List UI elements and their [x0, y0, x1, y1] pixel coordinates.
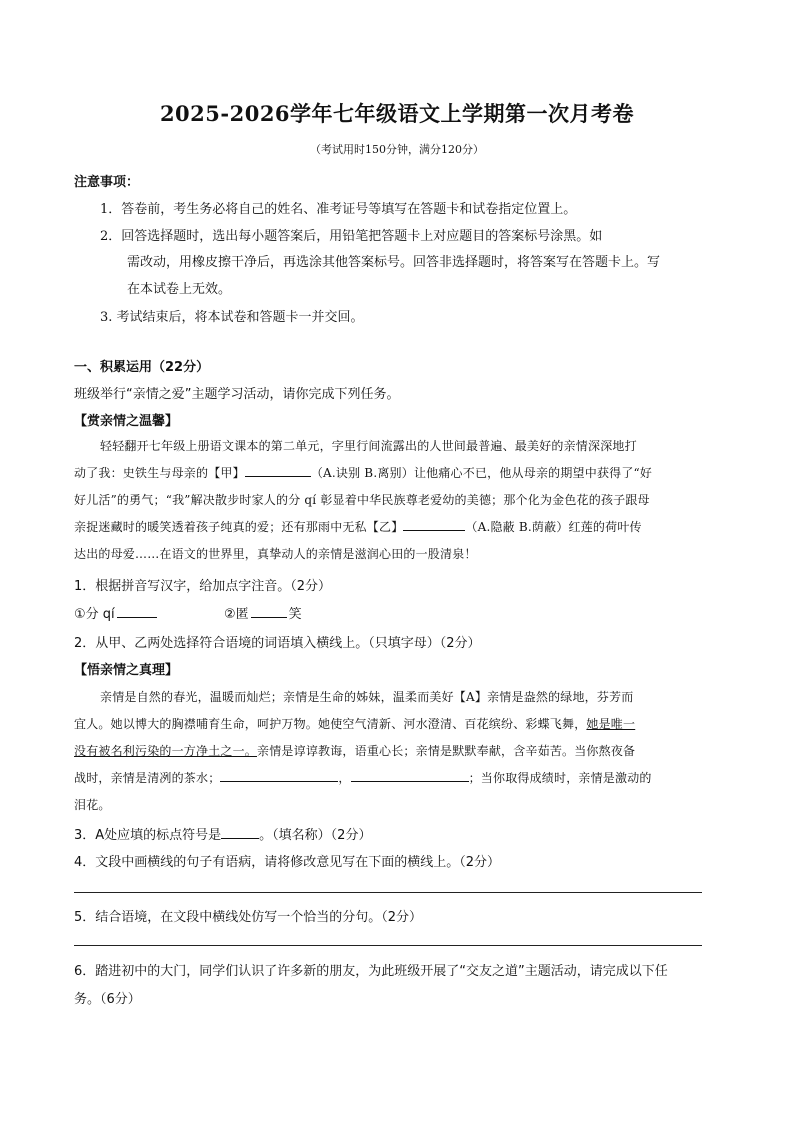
- passage-2-line-4-start: 战时，亲情是清冽的茶水；: [74, 771, 221, 785]
- passage-2-line-4-end: ；当你取得成绩时，亲情是激动的: [468, 771, 652, 785]
- passage-1-line-5: 达出的母爱……在语文的世界里，真挚动人的亲情是滋润心田的一股清泉！: [74, 547, 477, 561]
- answer-line-5[interactable]: [74, 945, 702, 946]
- blank-jia: [245, 464, 311, 477]
- answer-blank-1b[interactable]: [251, 605, 287, 618]
- notice-heading: 注意事项：: [74, 175, 140, 190]
- question-1-item-a: [74, 603, 157, 622]
- notice-item-2-line1: 2．回答选择题时，选出每小题答案后，用铅笔把答题卡上对应题目的答案标号涂黑。如: [100, 229, 603, 244]
- question-3-end: 。（填名称）（2分）: [259, 828, 372, 843]
- question-3: [74, 824, 371, 843]
- question-6-line-1: 6．踏进初中的大门，同学们认识了许多新的朋友，为此班级开展了“交友之道”主题活动，请完成以下任: [74, 964, 668, 979]
- passage-1-line-4-start: 亲捉迷藏时的暖笑透着孩子纯真的爱；还有那雨中无私【乙】: [74, 520, 404, 534]
- passage-2-line-5: 泪花。: [74, 798, 111, 812]
- question-1-item-b: [224, 603, 302, 622]
- question-1-a-label: ①分 qí: [74, 607, 115, 622]
- notice-item-2-line3: 在本试卷上无效。: [127, 282, 232, 297]
- section-1-heading: 一、积累运用（22分）: [74, 360, 210, 375]
- passage-1-line-2-start: 动了我：史铁生与母亲的【甲】: [74, 466, 245, 480]
- passage-1-line-3: 好儿活”的勇气；“我”解决散步时家人的分 qí 彰显着中华民族尊老爱幼的美德；那个化为金色花的孩子跟母: [74, 493, 650, 507]
- passage-2-line-4-comma: ，: [338, 771, 351, 785]
- passage-2-line-2: [74, 715, 635, 732]
- notice-item-2-line2: 需改动，用橡皮擦干净后，再选涂其他答案标号。回答非选择题时，将答案写在答题卡上。写: [127, 255, 661, 270]
- exam-subtitle: （考试用时150分钟，满分120分）: [310, 143, 484, 156]
- question-1-b-tail: 笑: [288, 607, 302, 622]
- passage-2-line-1: 亲情是自然的春光，温暖而灿烂；亲情是生命的姊妹，温柔而美好【A】亲情是盎然的绿地，芬芳而: [100, 690, 634, 704]
- underlined-sentence-start: 她是唯一: [586, 717, 636, 731]
- question-4: 4．文段中画横线的句子有语病，请将修改意见写在下面的横线上。（2分）: [74, 855, 501, 870]
- question-1-b-label: ②匿: [224, 607, 249, 622]
- question-2: 2．从甲、乙两处选择符合语境的词语填入横线上。（只填字母）（2分）: [74, 636, 481, 651]
- imitation-blank-1[interactable]: [220, 769, 338, 782]
- imitation-blank-2[interactable]: [351, 769, 469, 782]
- question-5: 5．结合语境，在文段中横线处仿写一个恰当的分句。（2分）: [74, 910, 423, 925]
- question-1: 1．根据拼音写汉字，给加点字注音。（2分）: [74, 579, 332, 594]
- notice-item-3: 3. 考试结束后，将本试卷和答题卡一并交回。: [100, 310, 364, 325]
- passage-1-line-2: [74, 464, 652, 481]
- question-3-start: 3．A处应填的标点符号是: [74, 828, 222, 843]
- answer-blank-1a[interactable]: [117, 605, 157, 618]
- passage-1-line-4: [74, 518, 642, 535]
- passage-2-line-3-end: 亲情是谆谆教诲，语重心长；亲情是默默奉献，含辛茹苦。当你熬夜备: [257, 744, 636, 758]
- part-2-heading: 【悟亲情之真理】: [74, 663, 179, 678]
- underlined-sentence-end: 没有被名利污染的一方净土之一。: [74, 744, 258, 758]
- passage-2-line-3: [74, 742, 635, 759]
- section-1-intro: 班级举行“亲情之爱”主题学习活动，请你完成下列任务。: [74, 387, 400, 402]
- page-title: 2025-2026学年七年级语文上学期第一次月考卷: [159, 101, 635, 126]
- answer-blank-3[interactable]: [221, 826, 259, 839]
- passage-1-line-2-end: （A.诀别 B.离别）让他痛心不已，他从母亲的期望中获得了“好: [310, 466, 653, 480]
- part-1-heading: 【赏亲情之温馨】: [74, 414, 179, 429]
- passage-2-line-2-start: 宜人。她以博大的胸襟哺育生命，呵护万物。她使空气清新、河水澄清、百花缤纷、彩蝶飞舞，: [74, 717, 587, 731]
- passage-2-line-4: [74, 769, 652, 786]
- question-6-line-2: 务。（6分）: [74, 992, 141, 1007]
- passage-1-line-1: 轻轻翻开七年级上册语文课本的第二单元，字里行间流露出的人世间最普遍、最美好的亲情深深地打: [100, 439, 637, 453]
- notice-item-1: 1．答卷前，考生务必将自己的姓名、准考证号等填写在答题卡和试卷指定位置上。: [100, 202, 577, 217]
- passage-1-line-4-end: （A.隐蔽 B.荫蔽）红莲的荷叶传: [465, 520, 642, 534]
- blank-yi: [403, 518, 465, 531]
- answer-line-4[interactable]: [74, 892, 702, 893]
